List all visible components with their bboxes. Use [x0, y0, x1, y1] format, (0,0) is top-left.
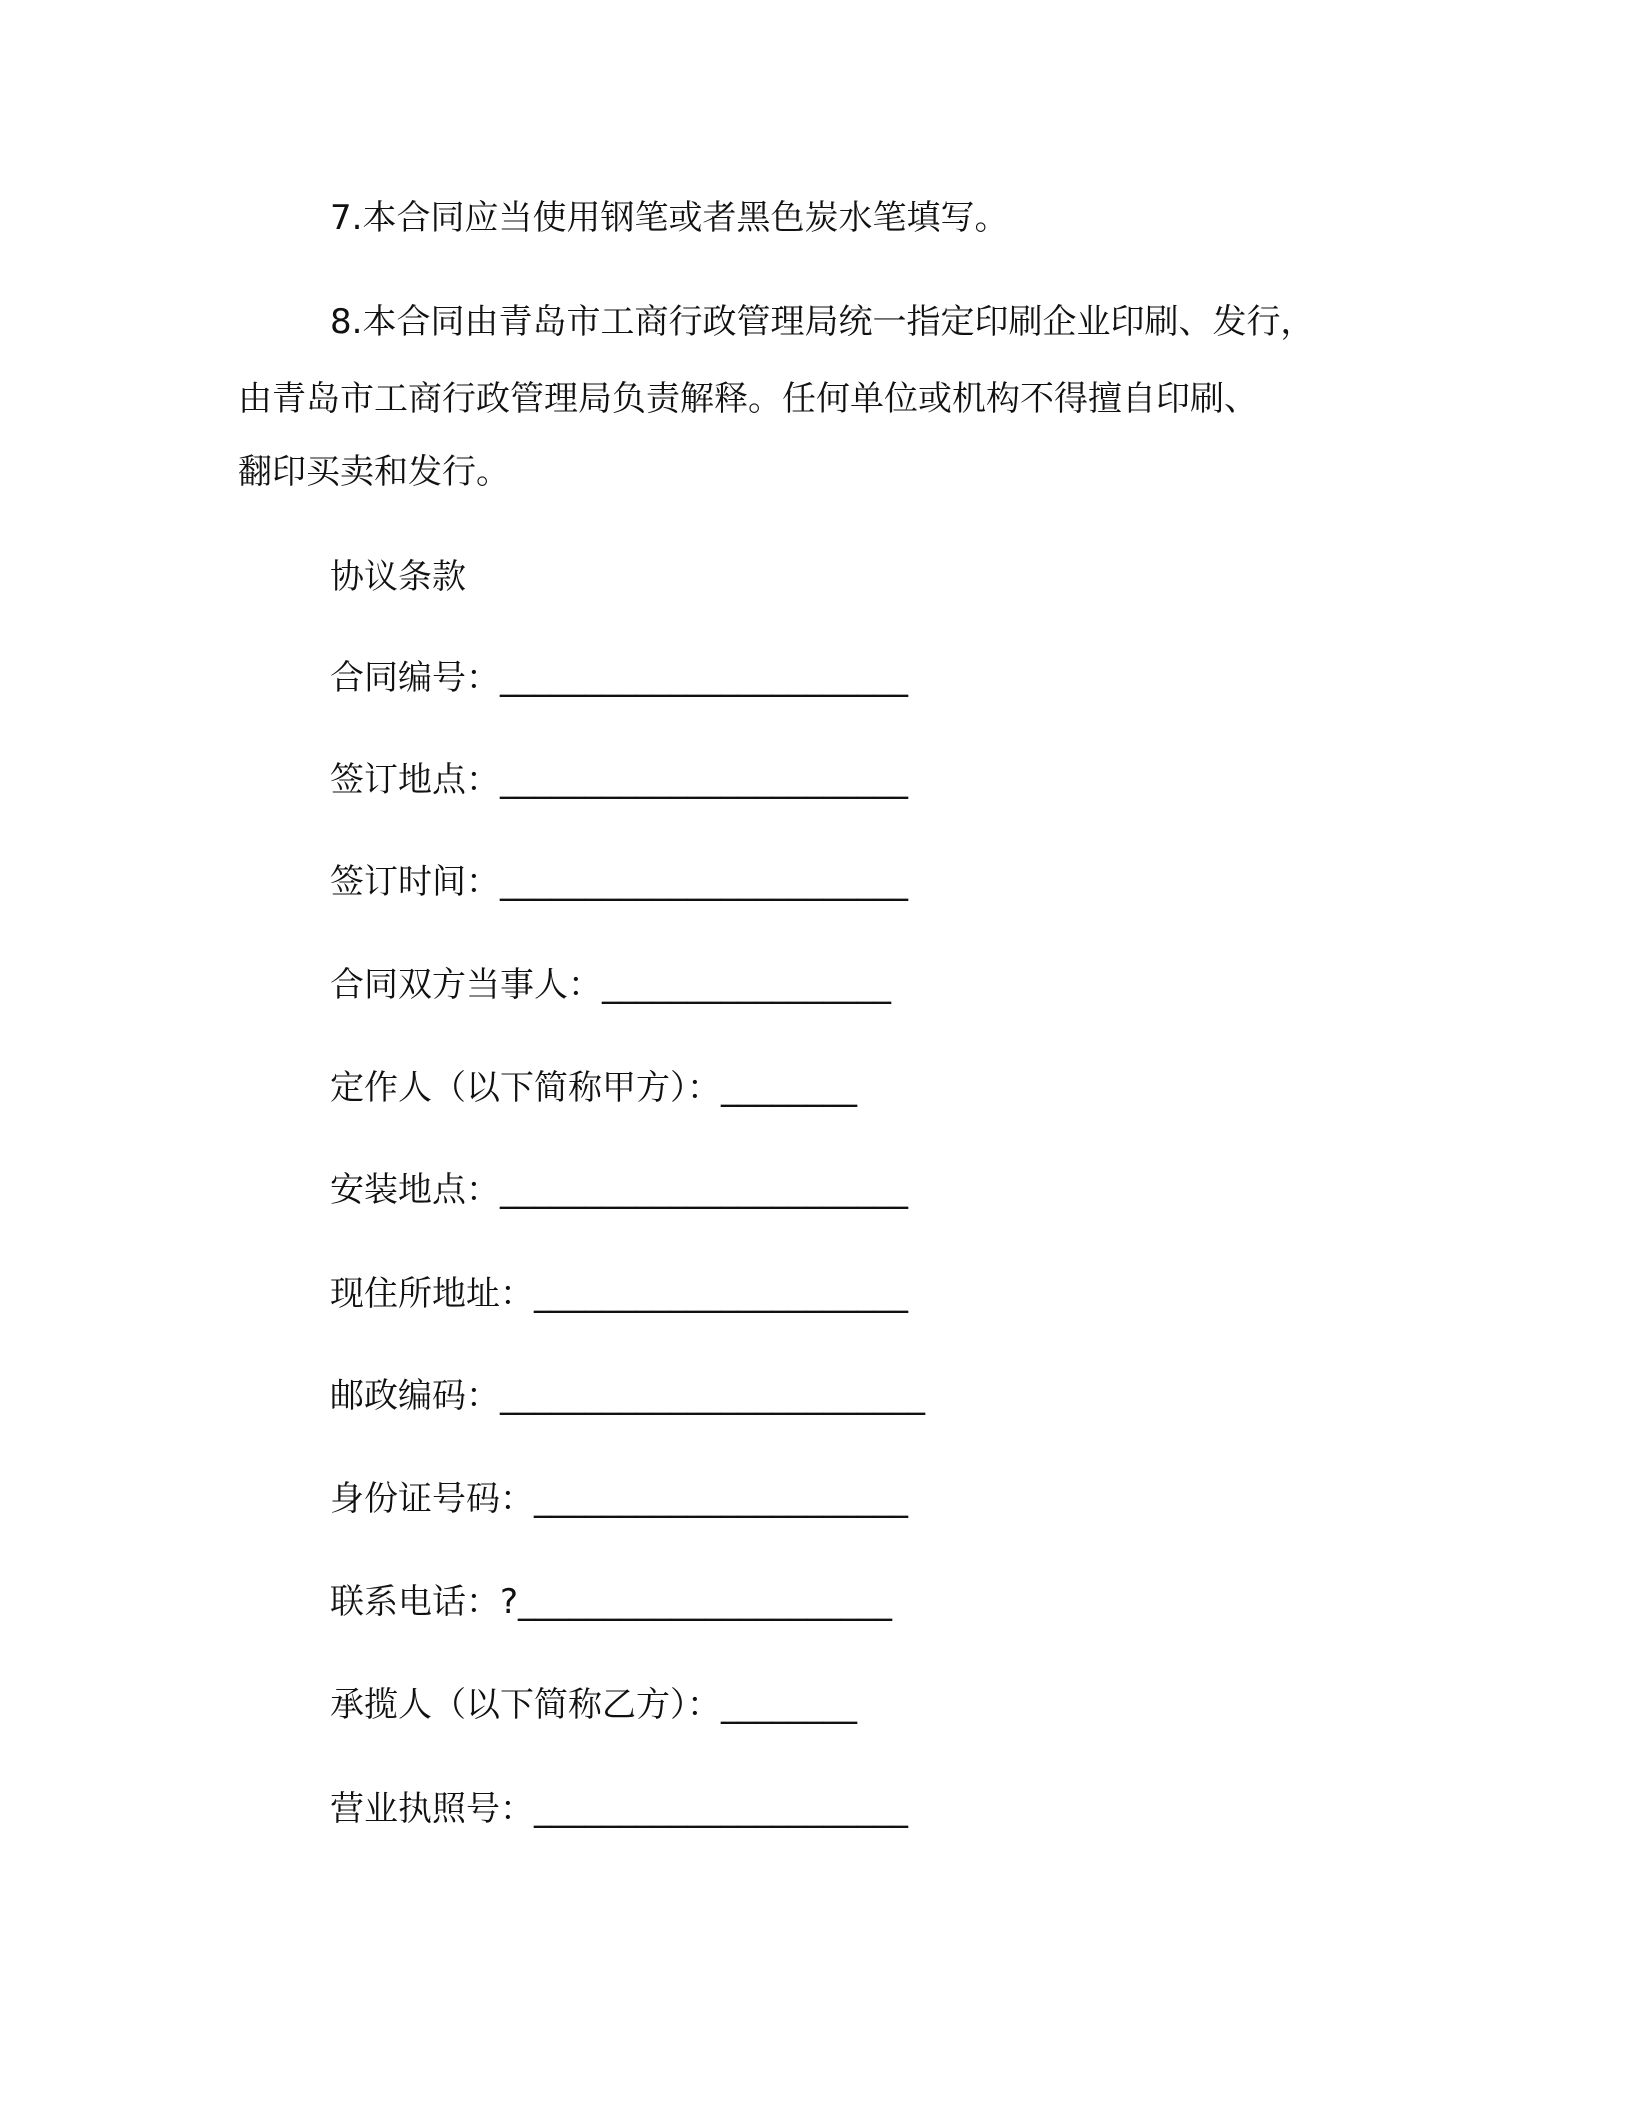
intro-item-7: 7.本合同应当使用钢笔或者黑色炭水笔填写。	[330, 198, 1009, 238]
field-label: 身份证号码：	[330, 1479, 534, 1519]
field-blank: ________	[721, 1685, 857, 1725]
field-label: 营业执照号：	[330, 1789, 534, 1829]
field-contact-phone	[330, 1580, 892, 1624]
field-label: 现住所地址：	[330, 1274, 534, 1314]
field-id-number	[330, 1477, 908, 1521]
intro-item-8-line-3: 翻印买卖和发行。	[238, 452, 510, 492]
field-blank: ______________________	[534, 1479, 908, 1519]
field-contract-number	[330, 656, 908, 700]
field-postal-code	[330, 1374, 925, 1418]
field-blank: ________________________	[500, 658, 908, 698]
field-installation-place	[330, 1168, 908, 1212]
intro-item-8-line-2: 由青岛市工商行政管理局负责解释。任何单位或机构不得擅自印刷、	[238, 379, 1258, 419]
field-signing-place	[330, 758, 908, 802]
field-label: 安装地点：	[330, 1170, 500, 1210]
field-label: 合同双方当事人：	[330, 965, 602, 1005]
field-label: 定作人（以下简称甲方）：	[330, 1068, 721, 1108]
field-blank: ______________________	[534, 1789, 908, 1829]
field-blank: ?______________________	[500, 1582, 893, 1622]
field-signing-time	[330, 860, 908, 904]
field-blank: ________________________	[500, 862, 908, 902]
field-blank: ________________________	[500, 1170, 908, 1210]
field-business-license-number	[330, 1787, 908, 1831]
field-current-address	[330, 1272, 908, 1316]
field-party-b	[330, 1683, 857, 1727]
field-blank: ________________________	[500, 760, 908, 800]
field-label: 承揽人（以下简称乙方）：	[330, 1685, 721, 1725]
section-title: 协议条款	[330, 557, 466, 597]
field-blank: _________________________	[500, 1376, 925, 1416]
field-blank: ________	[721, 1068, 857, 1108]
field-label: 签订地点：	[330, 760, 500, 800]
field-parties	[330, 963, 891, 1007]
intro-item-8-line-1: 8.本合同由青岛市工商行政管理局统一指定印刷企业印刷、发行，	[330, 302, 1315, 342]
field-blank: _________________	[602, 965, 891, 1005]
field-label: 合同编号：	[330, 658, 500, 698]
field-label: 签订时间：	[330, 862, 500, 902]
field-label: 邮政编码：	[330, 1376, 500, 1416]
field-party-a	[330, 1066, 857, 1110]
field-label: 联系电话：	[330, 1582, 500, 1622]
field-blank: ______________________	[534, 1274, 908, 1314]
